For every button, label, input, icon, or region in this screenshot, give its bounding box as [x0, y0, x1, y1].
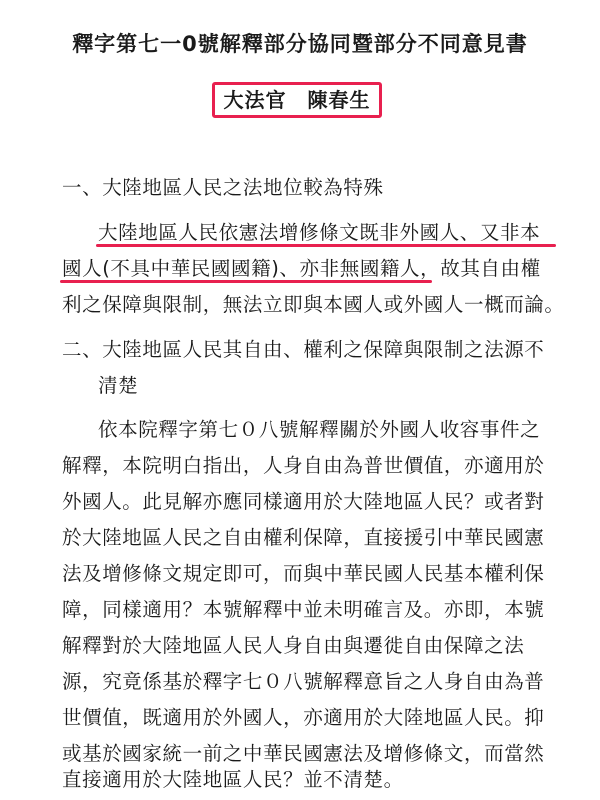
section-2-line-4: 於大陸地區人民之自由權利保障，直接援引中華民國憲: [62, 526, 545, 549]
section-2-line-8: 源，究竟係基於釋字七０八號解釋意旨之人身自由為普: [62, 670, 545, 693]
section-2-line-10: 或基於國家統一前之中華民國憲法及增修條文，而當然: [62, 742, 545, 765]
author-box: [212, 82, 382, 118]
red-underline-2: [60, 280, 432, 283]
section-2-line-5: 法及增修條文規定即可，而與中華民國人民基本權利保: [62, 562, 545, 585]
section-1-heading: 一、大陸地區人民之法地位較為特殊: [62, 176, 384, 199]
section-2-heading-line-1: 二、大陸地區人民其自由、權利之保障與限制之法源不: [62, 338, 545, 361]
section-1-line-2: 國人(不具中華民國國籍)、亦非無國籍人，故其自由權: [62, 257, 541, 280]
section-2-line-9: 世價值，既適用於外國人，亦適用於大陸地區人民。抑: [62, 706, 545, 729]
red-underline-1: [96, 244, 556, 247]
section-2-line-6: 障，同樣適用？本號解釋中並未明確言及。亦即，本號: [62, 598, 545, 621]
section-1-line-1: 大陸地區人民依憲法增修條文既非外國人、又非本: [98, 221, 541, 244]
section-2-line-1: 依本院釋字第七０八號解釋關於外國人收容事件之: [98, 418, 541, 441]
author-name: 大法官 陳春生: [223, 88, 371, 112]
section-2-line-7: 解釋對於大陸地區人民人身自由與遷徙自由保障之法: [62, 634, 525, 657]
section-2-line-3: 外國人。此見解亦應同樣適用於大陸地區人民？或者對: [62, 490, 545, 513]
section-2-line-11: 直接適用於大陸地區人民？並不清楚。: [62, 768, 404, 791]
section-1-line-3: 利之保障與限制，無法立即與本國人或外國人一概而論。: [62, 293, 565, 316]
section-2-line-2: 解釋，本院明白指出，人身自由為普世價值，亦適用於: [62, 454, 545, 477]
document-title: 釋字第七一0號解釋部分協同暨部分不同意見書: [72, 32, 528, 56]
section-2-heading-line-2: 清楚: [98, 374, 139, 397]
